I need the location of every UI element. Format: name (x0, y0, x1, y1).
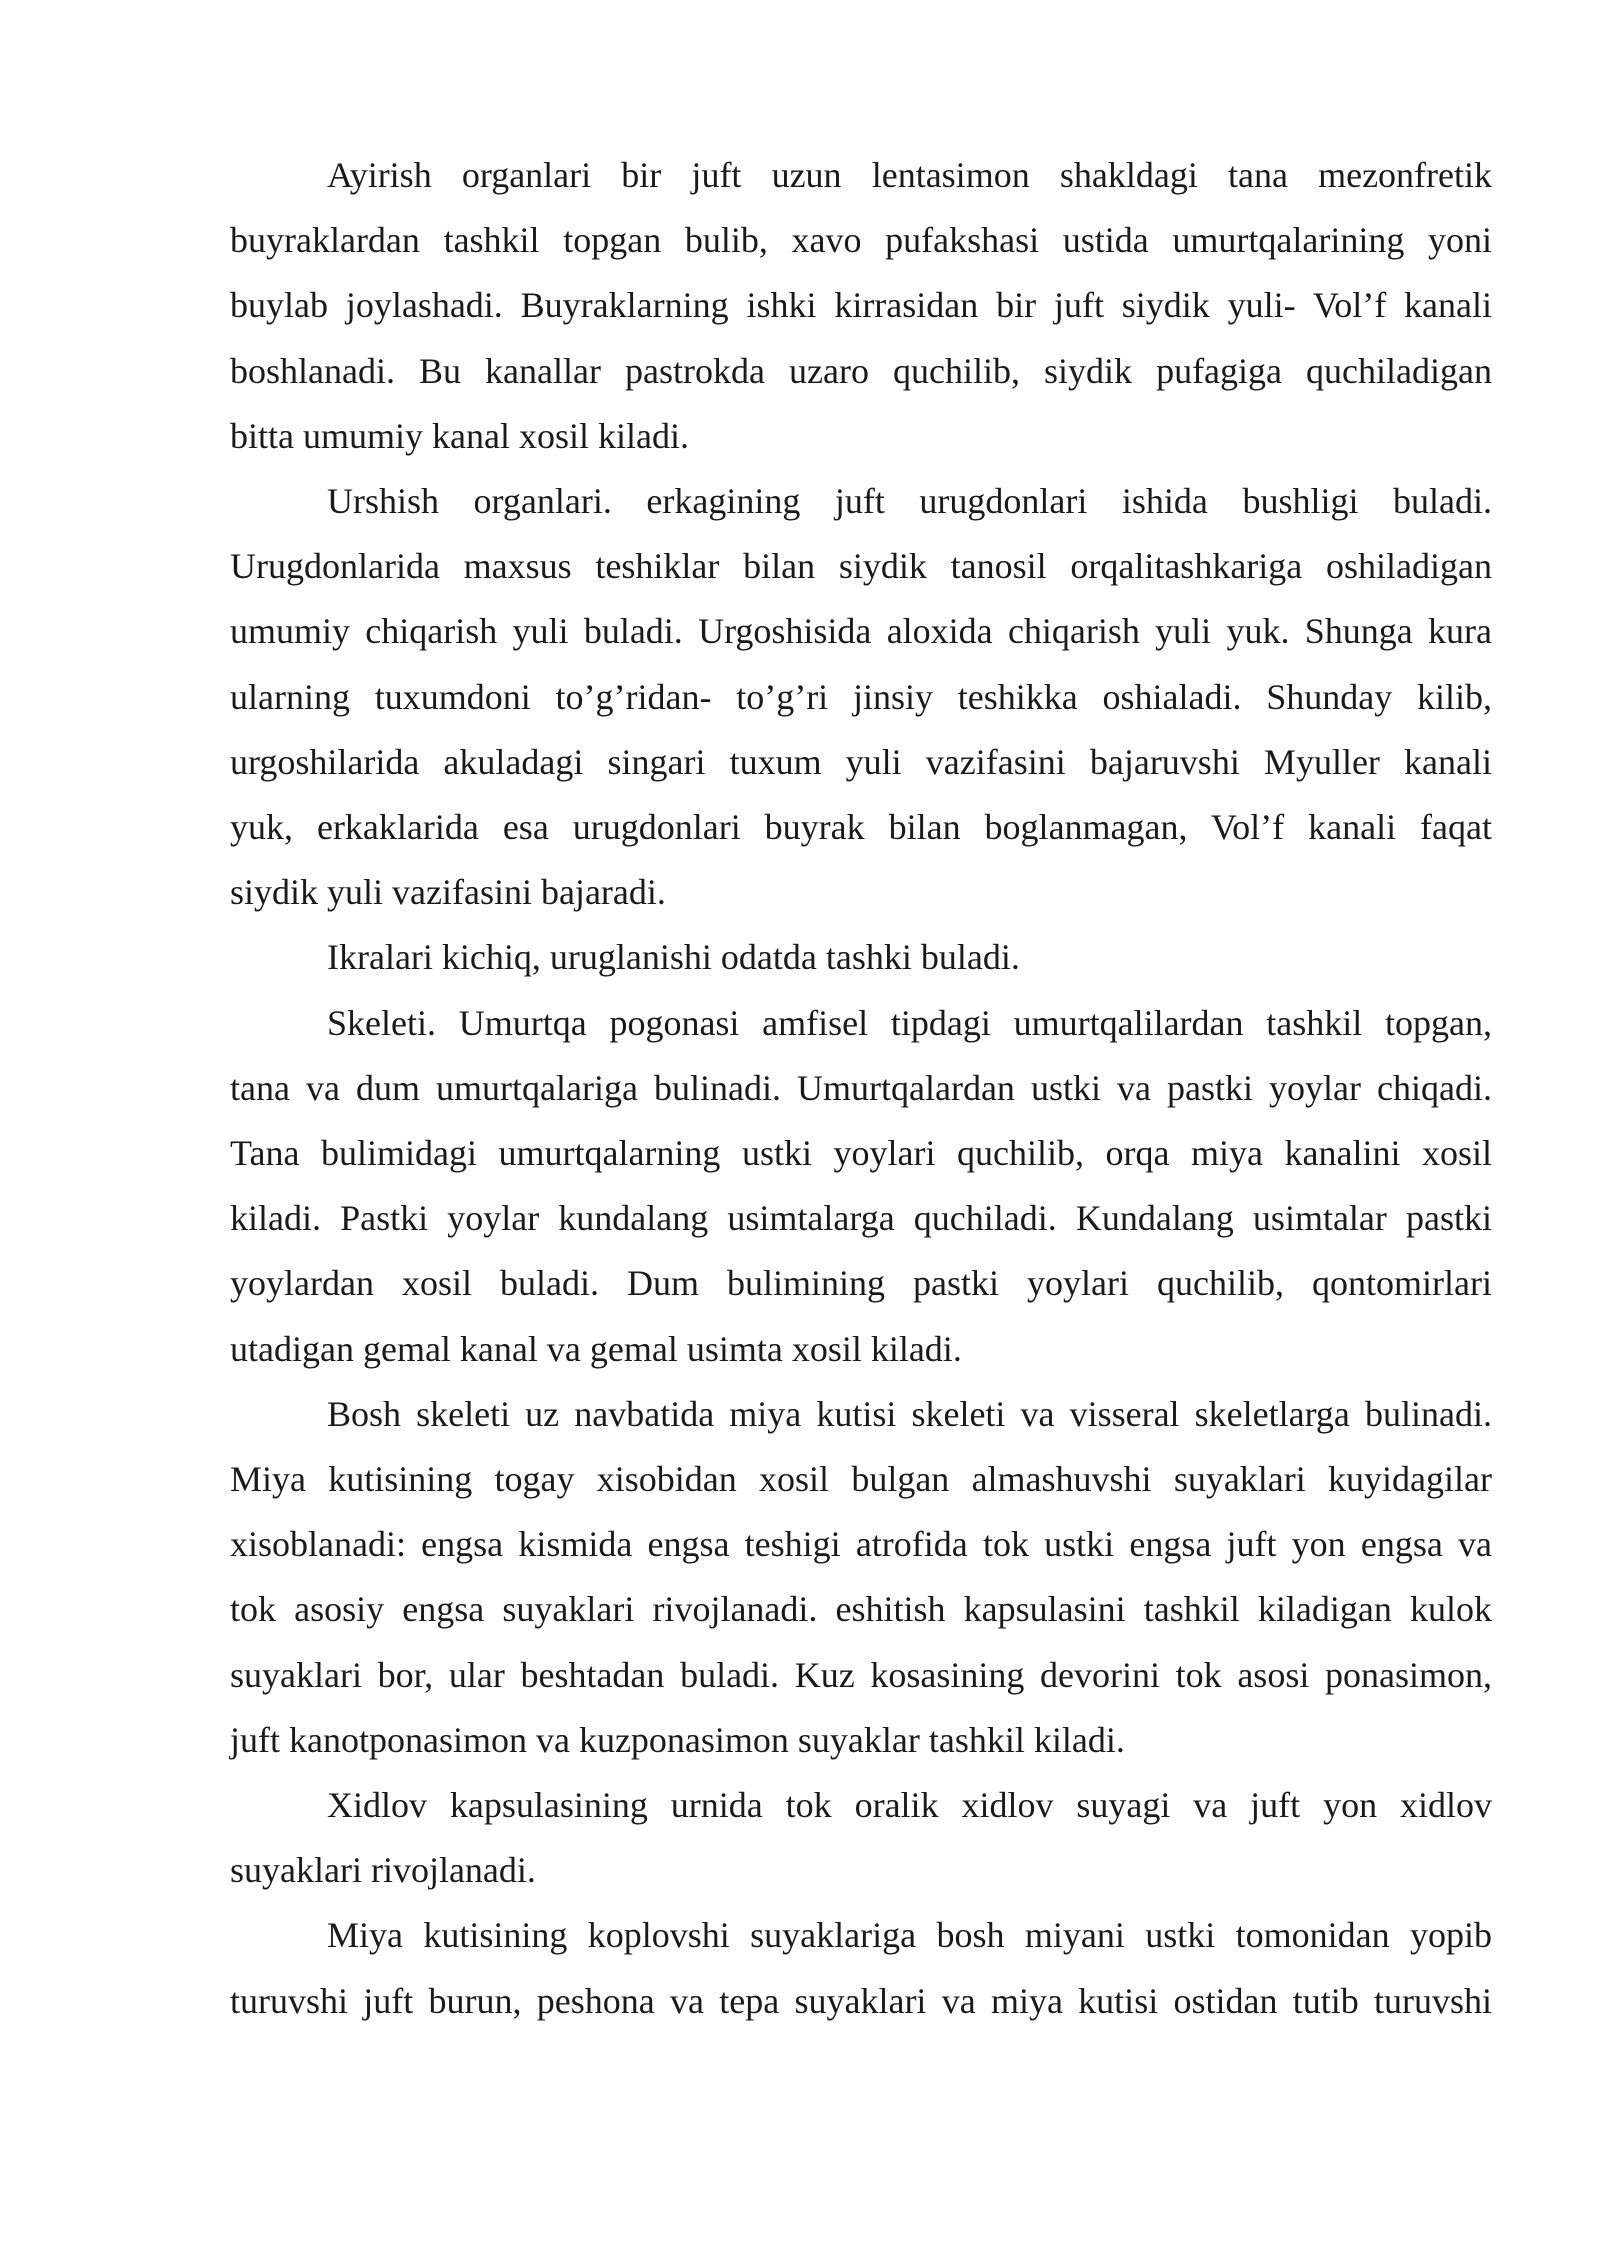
paragraph-line: yuk, erkaklarida esa urugdonlari buyrak bilan boglanmagan, Vol’f kanali faqat (230, 807, 1492, 848)
paragraph (230, 1382, 1492, 1773)
paragraph-line: urgoshilarida akuladagi singari tuxum yuli vazifasini bajaruvshi Myuller kanali (230, 741, 1492, 782)
paragraph-line: umumiy chiqarish yuli buladi. Urgoshisida aloxida chiqarish yuli yuk. Shunga kura (230, 611, 1492, 652)
paragraph-line: juft kanotponasimon va kuzponasimon suyaklar tashkil kiladi. (230, 1719, 1125, 1760)
paragraph-line: Miya kutisining koplovshi suyaklariga bosh miyani ustki tomonidan yopib (327, 1915, 1492, 1956)
paragraph-line: Bosh skeleti uz navbatida miya kutisi skeleti va visseral skeletlarga bulinadi. (327, 1393, 1492, 1434)
paragraph-line: utadigan gemal kanal va gemal usimta xosil kiladi. (230, 1328, 962, 1369)
document-body (230, 143, 1492, 2034)
paragraph-line: suyaklari bor, ular beshtadan buladi. Kuz kosasining devorini tok asosi ponasimon, (230, 1654, 1492, 1695)
paragraph-line: xisoblanadi: engsa kismida engsa teshigi atrofida tok ustki engsa juft yon engsa va (230, 1524, 1492, 1565)
paragraph (230, 991, 1492, 1382)
paragraph-line: tana va dum umurtqalariga bulinadi. Umurtqalardan ustki va pastki yoylar chiqadi. (230, 1067, 1492, 1108)
paragraph-line: turuvshi juft burun, peshona va tepa suyaklari va miya kutisi ostidan tutib turuvshi (230, 1980, 1492, 2021)
paragraph-line: tok asosiy engsa suyaklari rivojlanadi. eshitish kapsulasini tashkil kiladigan kulok (230, 1589, 1492, 1630)
paragraph-line: buyraklardan tashkil topgan bulib, xavo pufakshasi ustida umurtqalarining yoni (230, 220, 1492, 261)
paragraph-line: yoylardan xosil buladi. Dum bulimining pastki yoylari quchilib, qontomirlari (230, 1263, 1492, 1304)
paragraph-line: Xidlov kapsulasining urnida tok oralik xidlov suyagi va juft yon xidlov (327, 1785, 1492, 1826)
paragraph (230, 925, 1492, 990)
paragraph-line: Ikralari kichiq, uruglanishi odatda tashki buladi. (327, 937, 1020, 978)
paragraph-line: suyaklari rivojlanadi. (230, 1850, 536, 1891)
paragraph (230, 143, 1492, 469)
paragraph-line: Tana bulimidagi umurtqalarning ustki yoylari quchilib, orqa miya kanalini xosil (230, 1133, 1492, 1174)
paragraph (230, 1773, 1492, 1903)
paragraph-line: Urshish organlari. erkagining juft urugdonlari ishida bushligi buladi. (327, 481, 1492, 522)
paragraph-line: buylab joylashadi. Buyraklarning ishki kirrasidan bir juft siydik yuli- Vol’f kanali (230, 285, 1492, 326)
paragraph-line: bitta umumiy kanal xosil kiladi. (230, 415, 689, 456)
paragraph-line: Urugdonlarida maxsus teshiklar bilan siydik tanosil orqalitashkariga oshiladigan (230, 546, 1492, 587)
paragraph-line: Skeleti. Umurtqa pogonasi amfisel tipdagi umurtqalilardan tashkil topgan, (327, 1002, 1492, 1043)
paragraph-line: ularning tuxumdoni to’g’ridan- to’g’ri jinsiy teshikka oshialadi. Shunday kilib, (230, 676, 1492, 717)
paragraph-line: kiladi. Pastki yoylar kundalang usimtalarga quchiladi. Kundalang usimtalar pastki (230, 1198, 1492, 1239)
paragraph-line: siydik yuli vazifasini bajaradi. (230, 872, 666, 913)
paragraph-line: Ayirish organlari bir juft uzun lentasimon shakldagi tana mezonfretik (327, 155, 1492, 195)
paragraph-line: Miya kutisining togay xisobidan xosil bulgan almashuvshi suyaklari kuyidagilar (230, 1459, 1492, 1500)
paragraph (230, 1903, 1492, 2033)
paragraph-line: boshlanadi. Bu kanallar pastrokda uzaro quchilib, siydik pufagiga quchiladigan (230, 350, 1492, 391)
paragraph (230, 469, 1492, 925)
